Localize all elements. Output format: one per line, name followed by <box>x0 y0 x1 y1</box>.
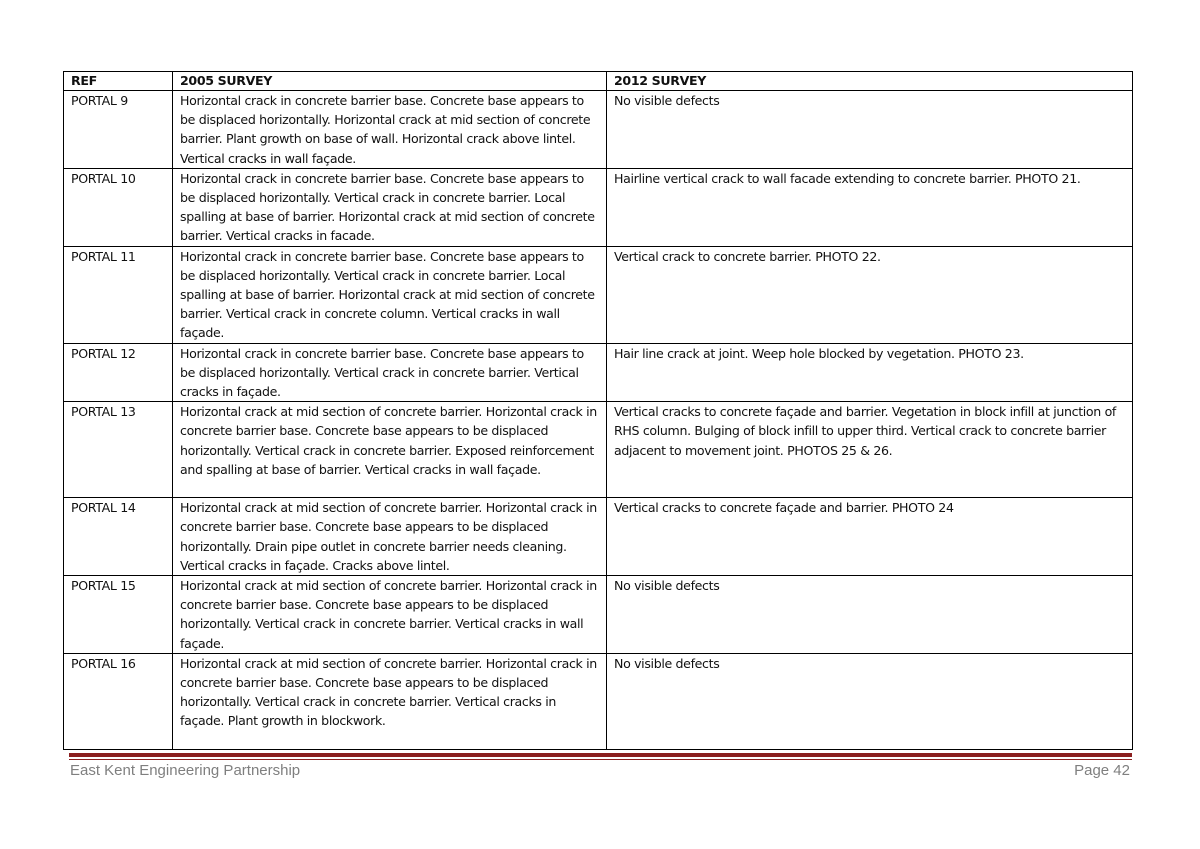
footer-rule <box>69 753 1132 757</box>
header-2012-survey: 2012 SURVEY <box>607 72 1133 91</box>
table-row <box>64 343 1133 402</box>
ref-cell: PORTAL 14 <box>64 498 173 576</box>
survey-2005-cell: Horizontal crack at mid section of concrete barrier. Horizontal crack in concrete barrier base. Concrete base appears to be displaced horizontally. Drain pipe outlet in concrete barrier needs cleaning. Vertical cracks in façade. Cracks above lintel. <box>173 498 607 576</box>
ref-cell: PORTAL 16 <box>64 653 173 749</box>
survey-2012-cell: Hairline vertical crack to wall facade extending to concrete barrier. PHOTO 21. <box>607 168 1133 246</box>
ref-cell: PORTAL 9 <box>64 91 173 169</box>
ref-cell: PORTAL 15 <box>64 576 173 654</box>
ref-cell: PORTAL 12 <box>64 343 173 402</box>
ref-cell: PORTAL 11 <box>64 246 173 343</box>
survey-2005-cell: Horizontal crack in concrete barrier base. Concrete base appears to be displaced horizontally. Vertical crack in concrete barrier. Vertical cracks in façade. <box>173 343 607 402</box>
survey-2005-cell: Horizontal crack at mid section of concrete barrier. Horizontal crack in concrete barrier base. Concrete base appears to be displaced horizontally. Vertical crack in concrete barrier. Exposed reinforcement and spalling at base of barrier. Vertical cracks in wall façade. <box>173 402 607 498</box>
table-row <box>64 498 1133 576</box>
table-row <box>64 246 1133 343</box>
page-number: Page 42 <box>1074 762 1130 779</box>
survey-2005-cell: Horizontal crack at mid section of concrete barrier. Horizontal crack in concrete barrier base. Concrete base appears to be displaced horizontally. Vertical crack in concrete barrier. Vertical cracks in façade. Plant growth in blockwork. <box>173 653 607 749</box>
survey-2005-cell: Horizontal crack in concrete barrier base. Concrete base appears to be displaced horizontally. Vertical crack in concrete barrier. Local spalling at base of barrier. Horizontal crack at mid section of concrete barrier. Vertical cracks in facade. <box>173 168 607 246</box>
table-row <box>64 402 1133 498</box>
survey-2012-cell: Vertical cracks to concrete façade and barrier. Vegetation in block infill at junction of RHS column. Bulging of block infill to upper third. Vertical crack to concrete barrier adjacent to movement joint. PHOTOS 25 & 26. <box>607 402 1133 498</box>
header-ref: REF <box>64 72 173 91</box>
ref-cell: PORTAL 13 <box>64 402 173 498</box>
footer-rule-thin <box>69 759 1132 760</box>
table-row <box>64 168 1133 246</box>
header-2005-survey: 2005 SURVEY <box>173 72 607 91</box>
survey-2012-cell: Vertical crack to concrete barrier. PHOTO 22. <box>607 246 1133 343</box>
table-header-row <box>64 72 1133 91</box>
survey-2012-cell: Hair line crack at joint. Weep hole blocked by vegetation. PHOTO 23. <box>607 343 1133 402</box>
survey-2012-cell: No visible defects <box>607 576 1133 654</box>
survey-2012-cell: No visible defects <box>607 91 1133 169</box>
survey-2005-cell: Horizontal crack in concrete barrier base. Concrete base appears to be displaced horizontally. Vertical crack in concrete barrier. Local spalling at base of barrier. Horizontal crack at mid section of concrete barrier. Vertical crack in concrete column. Vertical cracks in wall façade. <box>173 246 607 343</box>
table-row <box>64 653 1133 749</box>
survey-2005-cell: Horizontal crack at mid section of concrete barrier. Horizontal crack in concrete barrier base. Concrete base appears to be displaced horizontally. Vertical crack in concrete barrier. Vertical cracks in wall façade. <box>173 576 607 654</box>
table-row <box>64 91 1133 169</box>
survey-table <box>63 71 1133 750</box>
survey-2012-cell: Vertical cracks to concrete façade and barrier. PHOTO 24 <box>607 498 1133 576</box>
survey-2012-cell: No visible defects <box>607 653 1133 749</box>
table-row <box>64 576 1133 654</box>
survey-2005-cell: Horizontal crack in concrete barrier base. Concrete base appears to be displaced horizontally. Horizontal crack at mid section of concrete barrier. Plant growth on base of wall. Horizontal crack above lintel. Vertical cracks in wall façade. <box>173 91 607 169</box>
ref-cell: PORTAL 10 <box>64 168 173 246</box>
footer-organization: East Kent Engineering Partnership <box>70 762 301 779</box>
